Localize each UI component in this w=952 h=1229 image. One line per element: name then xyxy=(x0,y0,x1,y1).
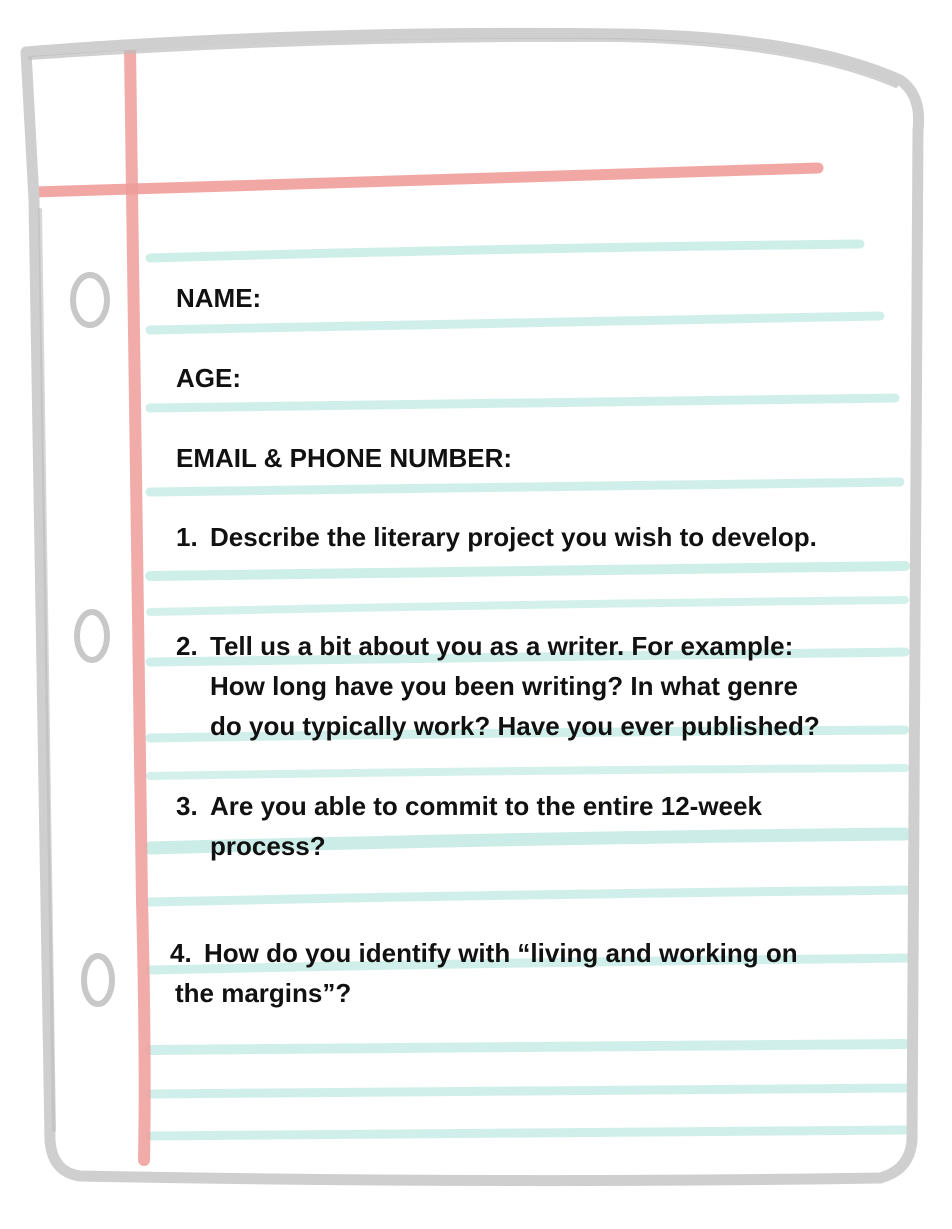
ruled-line xyxy=(150,244,860,258)
question-text-line: Tell us a bit about you as a writer. For example: xyxy=(210,631,794,661)
ruled-line xyxy=(150,768,905,776)
question-number: 2. xyxy=(176,631,198,661)
ruled-line xyxy=(150,316,880,330)
name-label: NAME: xyxy=(176,283,262,313)
ruled-line xyxy=(150,566,905,576)
age-label: AGE: xyxy=(176,363,241,393)
question-3 xyxy=(176,786,762,866)
question-text-line: How do you identify with “living and working on xyxy=(204,938,798,968)
question-text-line: process? xyxy=(210,831,326,861)
binder-hole xyxy=(77,612,107,660)
ruled-line xyxy=(150,1130,905,1136)
question-text-line: How long have you been writing? In what genre xyxy=(210,671,798,701)
question-number: 3. xyxy=(176,791,198,821)
ruled-line xyxy=(150,482,900,492)
question-text-line: do you typically work? Have you ever published? xyxy=(210,711,820,741)
question-text-line: the margins”? xyxy=(175,978,352,1008)
question-2 xyxy=(176,626,820,746)
ruled-line xyxy=(150,600,905,612)
binder-hole xyxy=(84,956,112,1004)
question-1 xyxy=(176,517,817,557)
ruled-line xyxy=(150,1044,905,1050)
question-number: 1. xyxy=(176,522,198,552)
email-phone-label: EMAIL & PHONE NUMBER: xyxy=(176,443,513,473)
question-text-line: Describe the literary project you wish to develop. xyxy=(210,522,817,552)
question-text-line: Are you able to commit to the entire 12-week xyxy=(210,791,762,821)
ruled-line xyxy=(150,890,910,902)
ruled-line xyxy=(150,1088,905,1094)
header-rule xyxy=(34,168,818,192)
question-number: 4. xyxy=(170,938,192,968)
binder-holes xyxy=(73,275,112,1004)
question-4 xyxy=(170,933,798,1013)
margin-rule xyxy=(130,48,145,1160)
ruled-line xyxy=(150,398,895,408)
binder-hole xyxy=(73,275,107,325)
